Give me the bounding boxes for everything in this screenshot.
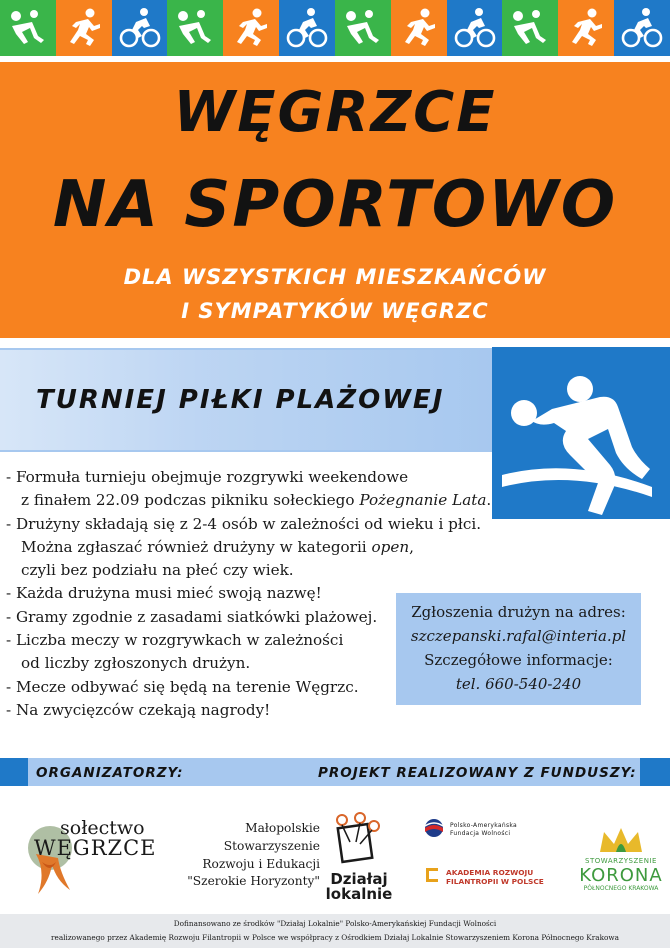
volleyball-player-icon <box>492 347 670 519</box>
rule-item: - Liczba meczy w rozgrywkach w zależności <box>6 631 344 650</box>
association-line: Rozwoju i Edukacji <box>202 856 320 871</box>
project-funding-label: PROJEKT REALIZOWANY Z FUNDUSZY: <box>318 765 637 781</box>
subtitle-line-1: DLA WSZYSTKICH MIESZKAŃCÓW <box>123 265 547 289</box>
runner-icon <box>56 0 112 56</box>
pafw-line: Fundacja Wolności <box>450 830 511 837</box>
cyclist-icon <box>279 0 335 56</box>
funding-line-2: realizowanego przez Akademię Rozwoju Filantropii w Polsce we współpracy z Ośrodkiem Działaj Lokalnie Stowarzyszeniem Korona Północnego Krakowa <box>51 933 619 942</box>
rule-item: - Gramy zgodnie z zasadami siatkówki plażowej. <box>6 607 378 626</box>
rule-item: czyli bez podziału na płeć czy wiek. <box>21 561 294 580</box>
contact-phone[interactable]: tel. 660-540-240 <box>455 675 582 693</box>
rule-item: - Drużyny składają się z 2-4 osób w zależności od wieku i płci. <box>6 514 482 533</box>
korona-crown-icon <box>596 826 646 856</box>
lokalnie-line: lokalnie <box>325 885 393 903</box>
association-line: Małopolskie <box>245 821 320 835</box>
info-label: Szczegółowe informacje: <box>424 651 613 669</box>
runner-icon <box>391 0 447 56</box>
dzialaj-line: Działaj <box>330 870 388 888</box>
pafw-logo <box>424 818 446 838</box>
contact-label: Zgłoszenia drużyn na adres: <box>411 603 626 621</box>
rule-item: - Na zwycięzców czekają nagrody! <box>6 700 271 719</box>
organizers-label: ORGANIZATORZY: <box>36 765 184 781</box>
association-line: "Szerokie Horyzonty" <box>187 874 320 889</box>
volleyball-icon <box>167 0 223 56</box>
sport-icon-strip <box>0 0 670 56</box>
association-name <box>134 820 320 891</box>
akademia-line: AKADEMIA ROZWOJU <box>446 868 534 877</box>
solectwo-text: sołectwo <box>60 817 145 839</box>
rule-item: z finałem 22.09 podczas pikniku sołeckiego Pożegnanie Lata. <box>21 491 492 510</box>
rule-item: - Mecze odbywać się będą na terenie Węgrzc. <box>6 677 359 696</box>
tournament-title: TURNIEJ PIŁKI PLAŻOWEJ <box>36 385 445 415</box>
cyclist-icon <box>614 0 670 56</box>
contact-email[interactable]: szczepanski.rafal@interia.pl <box>410 627 627 645</box>
pafw-text <box>450 822 517 838</box>
rule-item: Można zgłaszać również drużyny w kategorii open, <box>21 537 414 556</box>
bar-accent-right <box>640 758 670 786</box>
rule-item: - Formuła turnieju obejmuje rozgrywki weekendowe <box>6 468 409 486</box>
contact-box <box>396 593 641 705</box>
runner-icon <box>223 0 279 56</box>
title-line-1: WĘGRZCE <box>173 80 497 145</box>
rule-item: od liczby zgłoszonych drużyn. <box>21 654 251 673</box>
volleyball-icon <box>335 0 391 56</box>
dzialaj-lokalnie-logo <box>326 812 386 872</box>
cyclist-icon <box>112 0 168 56</box>
cyclist-icon <box>447 0 503 56</box>
akademia-logo <box>424 866 442 884</box>
subtitle-line-2: I SYMPATYKÓW WĘGRZC <box>181 299 489 323</box>
title-line-2: NA SPORTOWO <box>52 168 618 242</box>
akademia-line: FILANTROPII W POLSCE <box>446 877 544 886</box>
volleyball-icon <box>0 0 56 56</box>
volleyball-icon <box>502 0 558 56</box>
association-line: Stowarzyszenie <box>223 838 320 853</box>
akademia-text <box>446 868 544 886</box>
rule-item: - Każda drużyna musi mieć swoją nazwę! <box>6 584 322 603</box>
pafw-line: Polsko-Amerykańska <box>450 822 518 829</box>
bar-accent-left <box>0 758 28 786</box>
korona-text-top: STOWARZYSZENIE <box>585 857 657 865</box>
korona-text-main: KORONA <box>579 865 663 886</box>
korona-text-bottom: PÓŁNOCNEGO KRAKOWA <box>583 885 659 892</box>
runner-icon <box>558 0 614 56</box>
funding-line-1: Dofinansowano ze środków "Działaj Lokalnie" Polsko-Amerykańskiej Fundacji Wolności <box>173 919 497 928</box>
wegrzce-text: WĘGRZCE <box>34 836 157 860</box>
dzialaj-lokalnie-text <box>324 872 394 902</box>
